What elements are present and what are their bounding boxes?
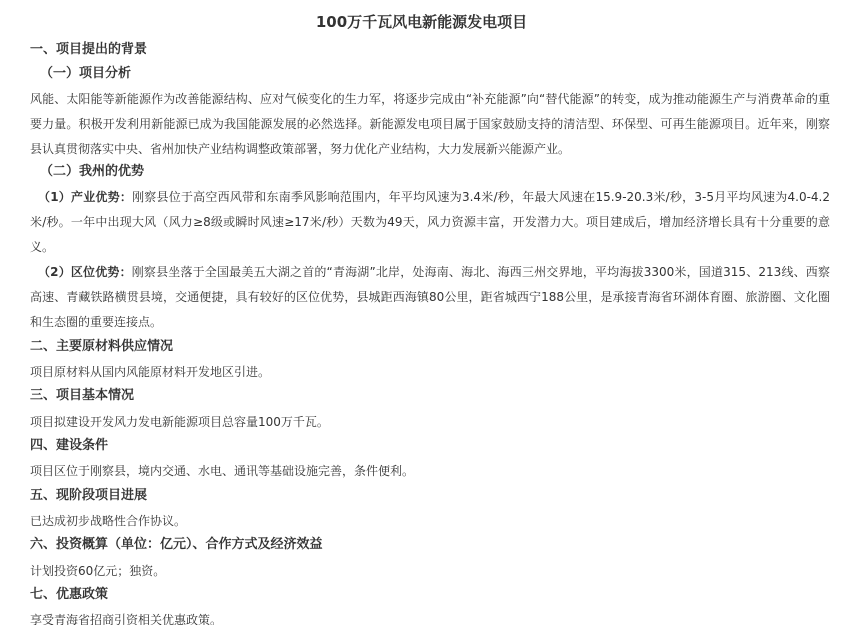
section-1-sub-2-heading: （二）我州的优势 [40, 164, 145, 179]
location-advantage-body: 刚察县坐落于全国最美五大湖之首的“青海湖”北岸，处海南、海北、海西三州交界地，平均海拔3300米，国道315、213线、西察高速、青藏铁路横贯县境，交通便捷，具有较好的区位优势，县城距西海镇80公里，距省城西宁188公里，是承接青海省环湖体育圈、旅游圈、文化圈和生态圈的重要连接点。 [30, 265, 830, 329]
section-5-heading: 五、现阶段项目进展 [30, 488, 148, 503]
industry-advantage-label: （1）产业优势： [38, 190, 133, 204]
section-1-heading: 一、项目提出的背景 [30, 42, 148, 57]
industry-advantage-paragraph [30, 185, 830, 260]
section-6-body: 计划投资60亿元；独资。 [30, 564, 166, 578]
section-4-heading: 四、建设条件 [30, 438, 109, 453]
industry-advantage-body: 刚察县位于高空西风带和东南季风影响范围内，年平均风速为3.4米/秒，年最大风速在15.9-20.3米/秒，3-5月平均风速为4.0-4.2米/秒。一年中出现大风（风力≥8级或瞬时风速≥17米/秒）天数为49天，风力资源丰富，开发潜力大。项目建成后，增加经济增长具有十分重要的意义。 [30, 190, 830, 254]
section-6-heading: 六、投资概算（单位：亿元）、合作方式及经济效益 [30, 537, 323, 552]
section-7-heading: 七、优惠政策 [30, 587, 109, 602]
section-1-sub-1-body: 风能、太阳能等新能源作为改善能源结构、应对气候变化的生力军，将逐步完成由“补充能源”向“替代能源”的转变，成为推动能源生产与消费革命的重要力量。积极开发利用新能源已成为我国能源发展的必然选择。新能源发电项目属于国家鼓励支持的清洁型、环保型、可再生能源项目。近年来，刚察县认真贯彻落实中央、省州加快产业结构调整政策部署，努力优化产业结构，大力发展新兴能源产业。 [30, 92, 830, 156]
section-3-body: 项目拟建设开发风力发电新能源项目总容量100万千瓦。 [30, 415, 329, 429]
location-advantage-paragraph [30, 260, 830, 335]
location-advantage-label: （2）区位优势： [38, 265, 132, 279]
section-5-body: 已达成初步战略性合作协议。 [30, 514, 187, 528]
section-2-heading: 二、主要原材料供应情况 [30, 339, 174, 354]
section-7-body: 享受青海省招商引资相关优惠政策。 [30, 613, 223, 625]
section-1-sub-1-heading: （一）项目分析 [40, 66, 132, 81]
document-title: 100万千瓦风电新能源发电项目 [315, 13, 528, 31]
section-4-body: 项目区位于刚察县，境内交通、水电、通讯等基础设施完善，条件便利。 [30, 464, 415, 478]
section-2-body: 项目原材料从国内风能原材料开发地区引进。 [30, 365, 271, 379]
section-3-heading: 三、项目基本情况 [30, 388, 135, 403]
